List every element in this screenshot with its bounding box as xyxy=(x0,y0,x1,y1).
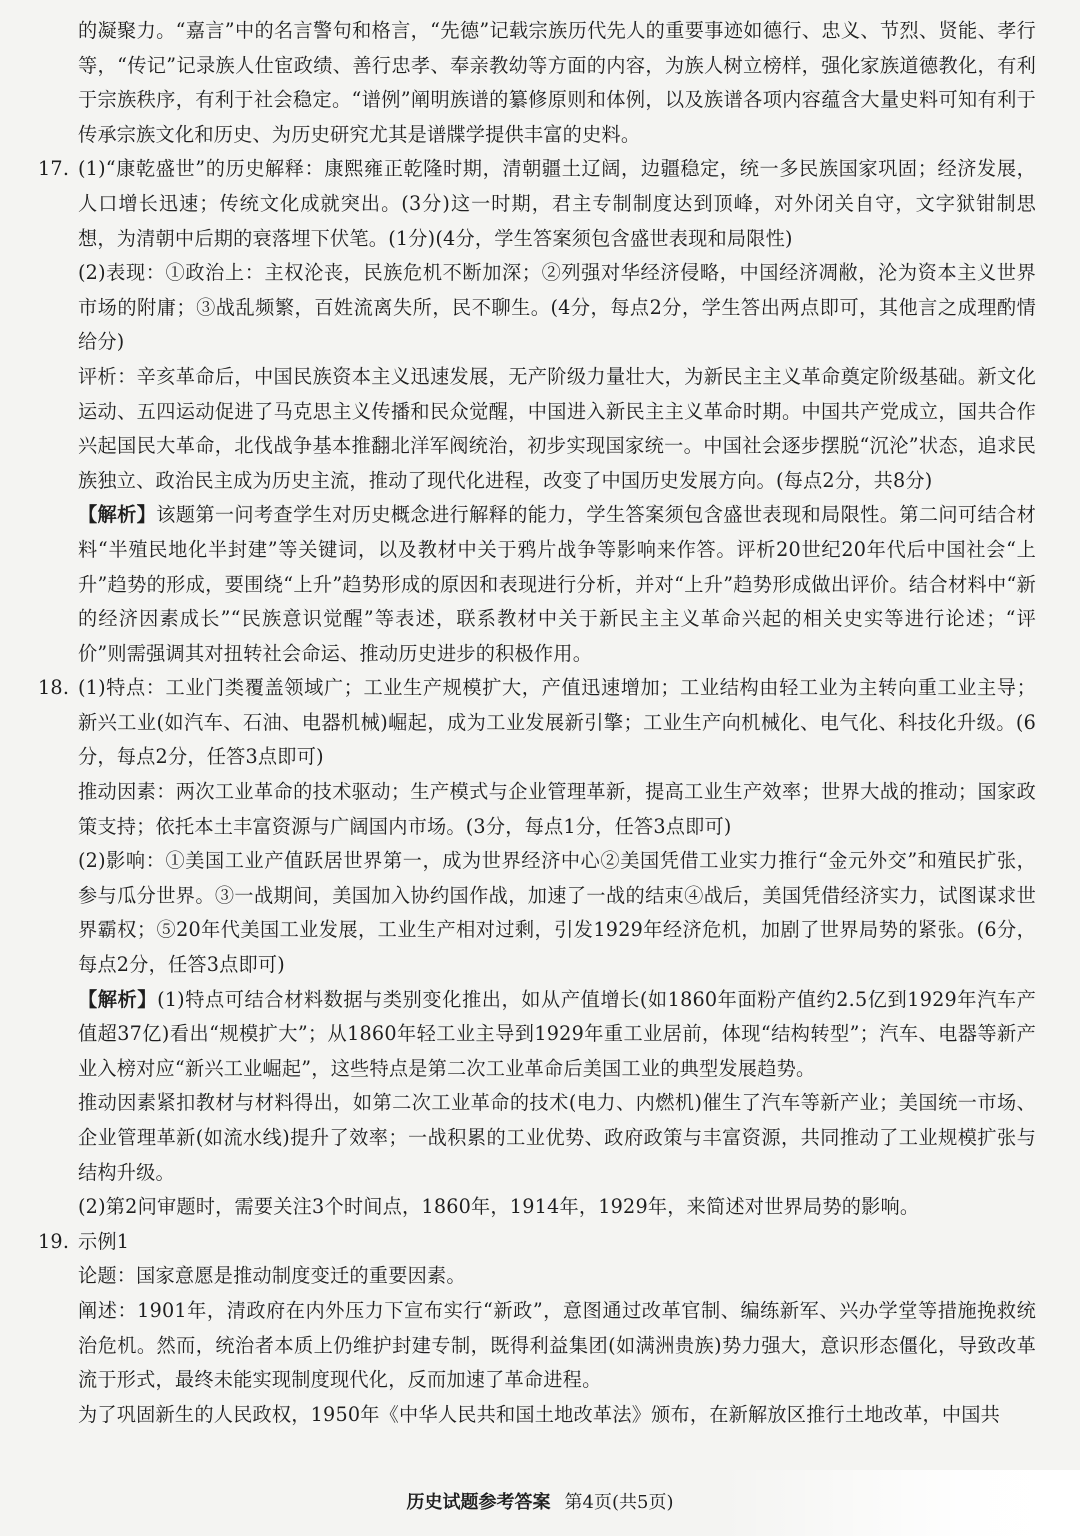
question-number: 17. xyxy=(38,157,70,181)
answer-paragraph xyxy=(38,152,1036,256)
answer-paragraph xyxy=(78,14,1036,152)
answer-paragraph xyxy=(38,671,1036,775)
paragraph-text: 示例1 xyxy=(78,1229,130,1253)
paragraph-text: (1)“康乾盛世”的历史解释：康熙雍正乾隆时期，清朝疆土辽阔，边疆稳定，统一多民族国家巩固；经济发展，人口增长迅速；传统文化成就突出。(3分)这一时期，君主专制制度达到顶峰，对外闭关自守，文字狱钳制思想，为清朝中后期的衰落埋下伏笔。(1分)(4分，学生答案须包含盛世表现和局限性) xyxy=(78,157,1036,250)
analysis-label: 【解析】 xyxy=(78,503,157,527)
answer-paragraph xyxy=(78,1398,1036,1433)
question-number: 19. xyxy=(38,1229,70,1253)
answer-paragraph xyxy=(78,775,1036,844)
paragraph-text: 阐述：1901年，清政府在内外压力下宣布实行“新政”，意图通过改革官制、编练新军、兴办学堂等措施挽救统治危机。然而，统治者本质上仍维护封建专制，既得利益集团(如满洲贵族)势力强大，意识形态僵化，导致改革流于形式，最终未能实现制度现代化，反而加速了革命进程。 xyxy=(78,1298,1036,1392)
paragraph-text: 论题：国家意愿是推动制度变迁的重要因素。 xyxy=(78,1264,466,1288)
paragraph-text: 推动因素：两次工业革命的技术驱动；生产模式与企业管理革新，提高工业生产效率；世界大战的推动；国家政策支持；依托本土丰富资源与广阔国内市场。(3分，每点1分，任答3点即可) xyxy=(78,780,1036,838)
answer-paragraph xyxy=(78,1190,1036,1225)
answer-content xyxy=(38,14,1036,1432)
answer-paragraph xyxy=(78,498,1036,671)
paragraph-text: 该题第一问考查学生对历史概念进行解释的能力，学生答案须包含盛世表现和局限性。第二问可结合材料“半殖民地化半封建”等关键词，以及教材中关于鸦片战争等影响来作答。评析20世纪20年代后中国社会“上升”趋势的形成，要围绕“上升”趋势形成的原因和表现进行分析，并对“上升”趋势形成做出评价。结合材料中“新的经济因素成长”“民族意识觉醒”等表述，联系教材中关于新民主主义革命兴起的相关史实等进行论述；“评价”则需强调其对扭转社会命运、推动历史进步的积极作用。 xyxy=(78,503,1036,665)
paragraph-text: (2)表现：①政治上：主权沦丧，民族危机不断加深；②列强对华经济侵略，中国经济凋敝，沦为资本主义世界市场的附庸；③战乱频繁，百姓流离失所，民不聊生。(4分，每点2分，学生答出两点即可，其他言之成理酌情给分) xyxy=(78,261,1036,354)
page-footer xyxy=(0,1488,1080,1518)
answer-paragraph xyxy=(78,1086,1036,1190)
question-number: 18. xyxy=(38,676,70,700)
paragraph-text: (1)特点：工业门类覆盖领域广；工业生产规模扩大，产值迅速增加；工业结构由轻工业为主转向重工业主导；新兴工业(如汽车、石油、电器机械)崛起，成为工业发展新引擎；工业生产向机械化、电气化、科技化升级。(6分，每点2分，任答3点即可) xyxy=(78,676,1036,769)
paragraph-text: 推动因素紧扣教材与材料得出，如第二次工业革命的技术(电力、内燃机)催生了汽车等新产业；美国统一市场、企业管理革新(如流水线)提升了效率；一战积累的工业优势、政府政策与丰富资源，共同推动了工业规模扩张与结构升级。 xyxy=(78,1091,1036,1184)
answer-paragraph xyxy=(78,256,1036,360)
paragraph-text: 的凝聚力。“嘉言”中的名言警句和格言，“先德”记载宗族历代先人的重要事迹如德行、忠义、节烈、贤能、孝行等，“传记”记录族人仕宦政绩、善行忠孝、奉亲教幼等方面的内容，为族人树立榜样，强化家族道德教化，有利于宗族秩序，有利于社会稳定。“谱例”阐明族谱的纂修原则和体例，以及族谱各项内容蕴含大量史料可知有利于传承宗族文化和历史、为历史研究尤其是谱牒学提供丰富的史料。 xyxy=(78,19,1036,146)
footer-title: 历史试题参考答案 xyxy=(406,1492,551,1513)
paragraph-text: (1)特点可结合材料数据与类别变化推出，如从产值增长(如1860年面粉产值约2.5亿到1929年汽车产值超37亿)看出“规模扩大”；从1860年轻工业主导到1929年重工业居前，体现“结构转型”；汽车、电器等新产业入榜对应“新兴工业崛起”，这些特点是第二次工业革命后美国工业的典型发展趋势。 xyxy=(78,987,1036,1080)
answer-paragraph xyxy=(78,844,1036,982)
paragraph-text: (2)第2问审题时，需要关注3个时间点，1860年，1914年，1929年，来简述对世界局势的影响。 xyxy=(78,1195,920,1219)
analysis-label: 【解析】 xyxy=(78,987,158,1011)
answer-paragraph xyxy=(78,1259,1036,1294)
paragraph-text: 为了巩固新生的人民政权，1950年《中华人民共和国土地改革法》颁布，在新解放区推行土地改革，中国共 xyxy=(78,1402,1001,1426)
page-number: 第4页(共5页) xyxy=(564,1492,674,1513)
answer-paragraph xyxy=(78,1294,1036,1398)
answer-paragraph xyxy=(78,983,1036,1087)
paragraph-text: (2)影响：①美国工业产值跃居世界第一，成为世界经济中心②美国凭借工业实力推行“金元外交”和殖民扩张，参与瓜分世界。③一战期间，美国加入协约国作战，加速了一战的结束④战后，美国凭借经济实力，试图谋求世界霸权；⑤20年代美国工业发展，工业生产相对过剩，引发1929年经济危机，加剧了世界局势的紧张。(6分，每点2分，任答3点即可) xyxy=(78,849,1036,977)
answer-paragraph xyxy=(78,360,1036,498)
answer-paragraph xyxy=(38,1225,1036,1260)
paragraph-text: 评析：辛亥革命后，中国民族资本主义迅速发展，无产阶级力量壮大，为新民主主义革命奠定阶级基础。新文化运动、五四运动促进了马克思主义传播和民众觉醒，中国进入新民主主义革命时期。中国共产党成立，国共合作兴起国民大革命，北伐战争基本推翻北洋军阀统治，初步实现国家统一。中国社会逐步摆脱“沉沦”状态，追求民族独立、政治民主成为历史主流，推动了现代化进程，改变了中国历史发展方向。(每点2分，共8分) xyxy=(78,364,1036,492)
